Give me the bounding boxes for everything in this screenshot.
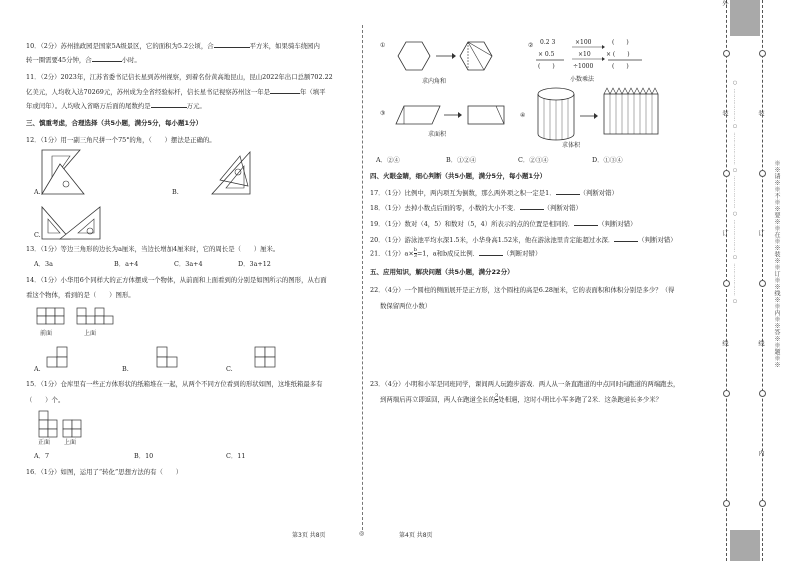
fig2-rule-lines <box>536 47 646 63</box>
binding-warning: ※※请※※不※※要※※在※※装※※订※※线※※内※※答※※题※※ <box>773 160 780 368</box>
question-11: 11．（2分）2023年，江苏省委书记信长星到苏州视察，到着名份黄高地昆山，昆山2022年出口总额702.22 <box>26 73 333 81</box>
q16-option-d: D．①③④ <box>592 156 623 164</box>
figure-3-label: ③ <box>380 110 386 117</box>
q14-option-c: C. <box>226 365 233 373</box>
q14-front-view <box>36 307 72 325</box>
option-a-label: A. <box>34 188 41 196</box>
question-19: 19．（1分）数对（4，5）和数对（5，4）所表示的点的位置是相同的． （判断对错） <box>370 220 637 228</box>
q16-option-c: C．②③④ <box>518 156 549 164</box>
page-divider <box>362 25 363 530</box>
q15-top-caption: 上面 <box>64 439 77 446</box>
question-11-cont2: 年或闰年）。人均收入省略万后面的尾数约是 万元。 <box>26 102 206 110</box>
section-5-heading: 五、应用知识，解决问题（共5小题，满分22分） <box>370 268 514 276</box>
question-18: 18．（1分）去掉小数点后面的零，小数的大小不变． （判断对错） <box>370 204 582 212</box>
inner-label: 内 <box>757 450 764 457</box>
option-b-label: B. <box>172 188 179 196</box>
q14-top-caption: 上面 <box>84 330 97 337</box>
question-23-cont: 到两端后再立即返回，两人在跑道全长的 $\frac{3}{5}$ 处相遇，这时小明比小军多跑了2米．这条跑道长多少米？ <box>380 393 663 406</box>
figure-2-caption: 小数乘法 <box>570 76 595 83</box>
q14-option-b-figure <box>156 346 180 368</box>
q14-front-caption: 前面 <box>40 330 53 337</box>
section-3-heading: 三、慎重考虑，合理选择（共5小题，满分5分，每小题1分） <box>26 119 203 127</box>
center-mark: ◎ <box>359 530 365 537</box>
answer-blank[interactable] <box>556 188 580 195</box>
binding-hole <box>759 170 766 177</box>
figure-4-caption: 求体积 <box>562 142 581 149</box>
question-23: 23．（4分）小明和小军是同班同学，课间两人玩跑步游戏．两人从一条直跑道的中点同时向跑道的两端跑去， <box>370 380 680 388</box>
fig2-row2-op: ×10 <box>578 51 591 58</box>
page-number-left: 第3页 共8页 <box>292 532 326 539</box>
answer-blank[interactable] <box>92 55 122 62</box>
fig2-row3-right: ( ) <box>612 63 629 70</box>
binding-hole <box>723 500 730 507</box>
xian-label: 线 <box>721 340 728 347</box>
fig2-row1-op: ×100 <box>575 39 592 46</box>
binding-dots: ○ ……………… ○ ……………… ○ ……………… ○ ……………… ○ ……………… ○ <box>732 80 738 305</box>
xian-label-inner: 线 <box>757 340 764 347</box>
question-15: 15．（1分）仓库里有一些正方体形状的纸箱堆在一起，从两个不同方位看到的形状如图，这堆纸箱最多有 <box>26 380 323 388</box>
answer-blank[interactable] <box>214 41 250 48</box>
fraction-3-over-5: $\frac{3}{5}$ <box>495 393 499 406</box>
binding-margin <box>706 0 794 561</box>
figure-3-caption: 求面积 <box>428 131 447 138</box>
binding-hole <box>759 280 766 287</box>
binding-hole <box>723 50 730 57</box>
question-15-cont: （ ）个。 <box>26 396 65 404</box>
figure-4-label: ④ <box>520 112 526 119</box>
q12-set-square-c <box>40 205 106 241</box>
answer-blank[interactable] <box>574 219 598 226</box>
figure-4-cylinder <box>536 86 666 144</box>
page-number-right: 第4页 共8页 <box>399 532 433 539</box>
fig2-row3-left: ( ) <box>538 63 555 70</box>
answer-blank[interactable] <box>270 87 300 94</box>
answer-blank[interactable] <box>520 203 544 210</box>
binding-hole <box>759 50 766 57</box>
answer-blank[interactable] <box>479 249 503 256</box>
zhuang-label: 装 <box>721 110 728 117</box>
q13-option-d: D．3a+12 <box>238 260 271 268</box>
q13-option-a: A．3a <box>34 260 53 268</box>
question-22-cont: 数保留两位小数） <box>380 302 432 310</box>
figure-1-label: ① <box>380 42 386 49</box>
binding-hole <box>759 390 766 397</box>
binding-hole <box>759 500 766 507</box>
q15-option-c: C．11 <box>226 452 246 460</box>
q13-option-c: C．3a+4 <box>174 260 203 268</box>
question-17: 17．（1分）比例中，两内项互为倒数，那么两外项之积一定是1． （判断对错） <box>370 189 618 197</box>
fig2-row3-op: ÷1000 <box>573 63 594 70</box>
zhuang-label-inner: 装 <box>757 110 764 117</box>
q12-set-square-a <box>40 148 86 196</box>
question-14: 14．（1分）小华用6个同样大的正方体摆成一个物体，从前面和上面看到的分别是如图所示的图形，从右面 <box>26 276 327 284</box>
question-16: 16．（1分）如图，运用了“转化”思想方法的有（ ） <box>26 468 183 476</box>
q14-option-a-figure <box>46 346 70 368</box>
option-c-label: C. <box>34 231 41 239</box>
q15-option-a: A．7 <box>34 452 50 460</box>
q15-option-b: B．10 <box>134 452 154 460</box>
q13-option-b: B．a+4 <box>114 260 139 268</box>
q15-top-view <box>62 410 86 438</box>
binding-hole <box>723 390 730 397</box>
q12-set-square-b <box>210 150 254 196</box>
question-10: 10．（2分）苏州拙政园是国家5A级景区，它的面积为5.2公顷，合 平方米，如果骑车绕园内 <box>26 42 320 50</box>
q14-option-c-figure <box>254 346 278 368</box>
q15-front-view <box>38 410 62 438</box>
fig2-row1-right: ( ) <box>612 39 629 46</box>
figure-1-hexagon <box>398 40 498 74</box>
answer-blank[interactable] <box>151 101 187 108</box>
q14-option-b: B. <box>122 365 129 373</box>
question-21: 21．（1分）a× $\frac{b}{3}$ =1，a和b成反比例． （判断对错） <box>370 247 542 260</box>
binding-hole <box>723 170 730 177</box>
q14-option-a: A. <box>34 365 41 373</box>
outer-label: 外 <box>721 0 728 7</box>
q16-option-a: A．②④ <box>376 156 400 164</box>
q15-front-caption: 正面 <box>38 439 51 446</box>
question-13: 13．（1分）等边三角形的边长为a厘米，当边长增加4厘米时，它的周长是（ ）厘米。 <box>26 245 280 253</box>
answer-blank[interactable] <box>614 235 638 242</box>
gray-block-top <box>730 0 760 36</box>
figure-3-parallelogram <box>394 104 506 126</box>
question-10-cont: 转一圈需要45分钟，合 小时。 <box>26 56 141 64</box>
figure-2-label: ② <box>528 42 534 49</box>
fig2-row2-right: × ( ) <box>606 51 630 58</box>
fig2-row1-left: 0.2 3 <box>540 39 556 46</box>
gray-block-bottom <box>730 530 760 561</box>
question-12: 12．（1分）用一副三角尺拼一个75°的角，（ ）摆法是正确的。 <box>26 136 216 144</box>
figure-1-caption: 求内角和 <box>422 78 447 85</box>
question-11-cont: 亿美元，人均收入达70269元，苏州成为全省经验标杆，信长星书记视察苏州这一年是 年（填平 <box>26 88 326 96</box>
ding-label-inner: 订 <box>757 230 764 237</box>
q16-option-b: B．①②④ <box>446 156 477 164</box>
binding-hole <box>723 280 730 287</box>
ding-label: 订 <box>721 230 728 237</box>
fraction-b-over-3: $\frac{b}{3}$ <box>413 247 417 260</box>
question-20: 20．（1分）游泳池平均水深1.5米，小华身高1.52米，他在游泳池里肯定能超过水深． （判断对错） <box>370 236 677 244</box>
fig2-row2-left: × 0.5 <box>538 51 555 58</box>
question-22: 22．（4分）一个圆柱的侧面展开是正方形，这个圆柱的高是6.28厘米，它的表面积和体积分别是多少？（得 <box>370 286 675 294</box>
section-4-heading: 四、火眼金睛，细心判断（共5小题，满分5分，每小题1分） <box>370 172 547 180</box>
question-14-cont: 看这个物体，看到的是（ ）图形。 <box>26 291 135 299</box>
q14-top-view <box>76 307 116 325</box>
